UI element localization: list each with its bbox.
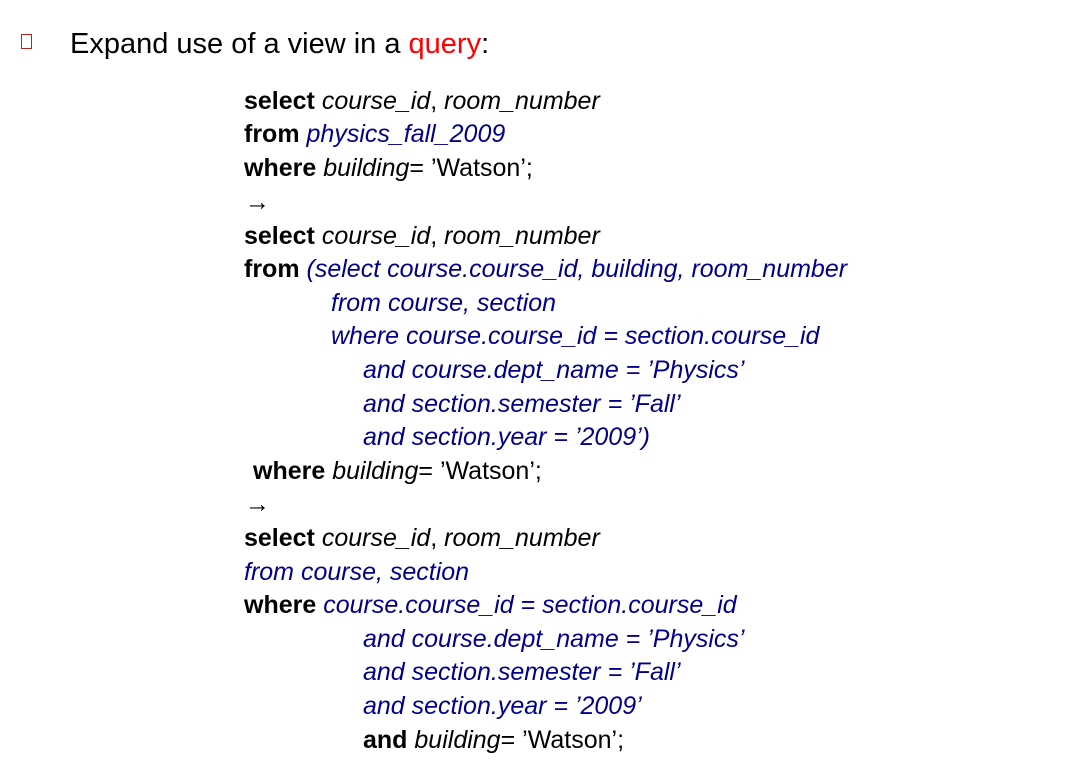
sql-separator: , xyxy=(430,524,445,552)
code-line: and section.year = ’2009’) xyxy=(363,423,650,451)
code-line: and section.year = ’2009’ xyxy=(363,692,642,720)
sql-column: course_id xyxy=(321,87,431,115)
sql-column: course_id xyxy=(321,524,431,552)
sql-keyword: from xyxy=(244,120,300,148)
sql-attribute: building xyxy=(323,154,410,182)
sql-condition: = ’Watson’; xyxy=(500,726,625,754)
code-line xyxy=(244,252,847,286)
square-bullet-icon xyxy=(21,34,32,49)
code-line xyxy=(244,151,533,185)
sql-keyword: select xyxy=(244,222,315,250)
sql-keyword: select xyxy=(244,87,315,115)
code-line xyxy=(244,521,600,555)
heading-text: Expand use of a view in a xyxy=(70,28,409,60)
sql-keyword: select xyxy=(244,524,315,552)
sql-column: room_number xyxy=(444,524,600,552)
code-line: from course, section xyxy=(331,289,557,317)
arrow-right-icon: → xyxy=(245,490,270,518)
sql-view-name: physics_fall_2009 xyxy=(306,120,506,148)
sql-condition: = ’Watson’; xyxy=(409,154,533,182)
sql-attribute: building xyxy=(332,457,419,485)
sql-keyword: where xyxy=(244,591,317,619)
sql-keyword: where xyxy=(253,457,326,485)
sql-column: course_id xyxy=(321,222,431,250)
sql-separator: , xyxy=(430,87,445,115)
code-line: and course.dept_name = ’Physics’ xyxy=(363,625,745,653)
code-line xyxy=(244,117,505,151)
code-line: from course, section xyxy=(244,558,470,586)
code-line: and section.semester = ’Fall’ xyxy=(363,390,681,418)
code-line xyxy=(253,454,542,488)
arrow-right-icon: → xyxy=(245,188,270,216)
sql-keyword: from xyxy=(244,255,300,283)
sql-separator: , xyxy=(430,222,445,250)
sql-condition: course.course_id = section.course_id xyxy=(323,591,737,619)
sql-keyword: where xyxy=(244,154,317,182)
code-line xyxy=(244,84,600,118)
code-line: and section.semester = ’Fall’ xyxy=(363,658,681,686)
heading-suffix: : xyxy=(481,28,490,60)
slide-heading xyxy=(70,24,489,64)
heading-emphasis: query xyxy=(408,28,482,60)
sql-subquery: (select course.course_id, building, room_number xyxy=(306,255,848,283)
sql-condition: = ’Watson’; xyxy=(418,457,542,485)
code-line xyxy=(244,219,600,253)
code-line xyxy=(363,723,624,757)
code-line: where course.course_id = section.course_id xyxy=(331,322,820,350)
sql-attribute: building xyxy=(414,726,501,754)
code-line xyxy=(244,588,737,622)
sql-column: room_number xyxy=(444,222,600,250)
sql-column: room_number xyxy=(444,87,600,115)
sql-keyword: and xyxy=(363,726,408,754)
code-line: and course.dept_name = ’Physics’ xyxy=(363,356,745,384)
